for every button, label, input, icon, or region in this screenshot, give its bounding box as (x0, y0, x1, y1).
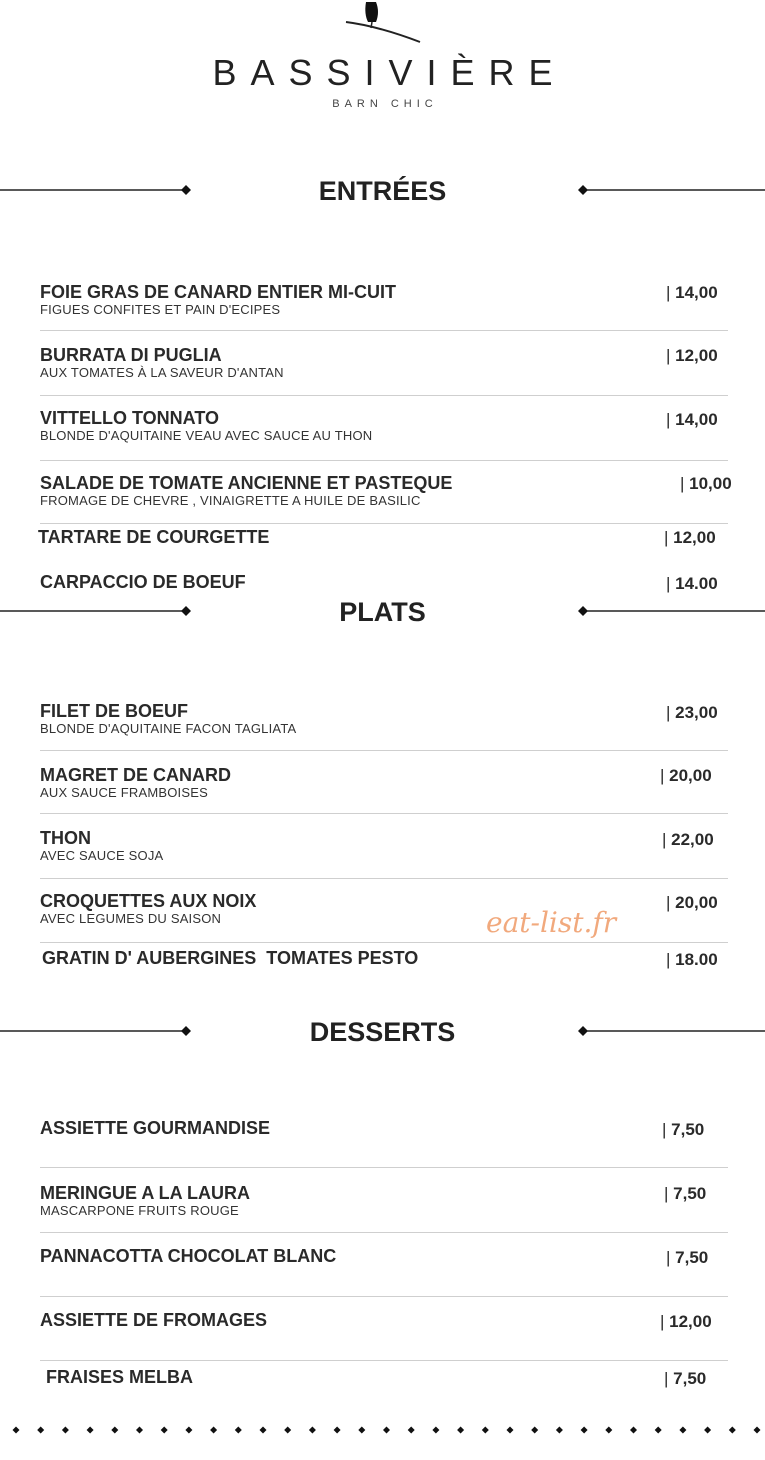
divider (40, 1167, 728, 1168)
item-price: | 7,50 (664, 1369, 706, 1389)
section-title: ENTRÉES (318, 176, 447, 206)
divider-right-icon (575, 1023, 765, 1039)
footer-diamond (754, 1427, 761, 1434)
item-price: | 14,00 (666, 283, 718, 303)
footer-diamond (161, 1427, 168, 1434)
item-name: CROQUETTES AUX NOIX (40, 891, 257, 911)
item-price: | 12,00 (666, 346, 718, 366)
item-name: FRAISES MELBA (46, 1367, 194, 1387)
footer-diamond (358, 1427, 365, 1434)
footer-diamond (729, 1427, 736, 1434)
footer-diamond (235, 1427, 242, 1434)
item-desc: AUX SAUCE FRAMBOISES (40, 785, 208, 800)
footer-diamond (334, 1427, 341, 1434)
item-name: GRATIN D' AUBERGINES TOMATES PESTO (42, 948, 419, 968)
footer-diamond (284, 1427, 291, 1434)
divider (40, 750, 728, 751)
footer-diamond (111, 1427, 118, 1434)
footer-diamond (87, 1427, 94, 1434)
item-price: | 7,50 (666, 1248, 708, 1268)
footer-diamond (482, 1427, 489, 1434)
section-header-entrees (0, 170, 765, 210)
brand-name: BASSIVIÈRE (212, 52, 567, 93)
menu-item (40, 701, 730, 736)
item-name: MAGRET DE CANARD (40, 765, 231, 785)
footer-diamond (432, 1427, 439, 1434)
divider (40, 330, 728, 331)
menu-item (40, 1118, 730, 1138)
footer-diamond (655, 1427, 662, 1434)
brand-tagline: BARN CHIC (332, 98, 438, 110)
item-name: BURRATA DI PUGLIA (40, 345, 222, 365)
logo (0, 0, 765, 120)
item-price: | 22,00 (662, 830, 714, 850)
footer-diamond (383, 1427, 390, 1434)
menu-item (46, 1367, 736, 1387)
item-desc: FIGUES CONFITES ET PAIN D'ECIPES (40, 302, 281, 317)
item-price: | 7,50 (664, 1184, 706, 1204)
divider-right-icon (575, 603, 765, 619)
menu-item (40, 828, 730, 863)
footer-diamond (260, 1427, 267, 1434)
item-desc: AUX TOMATES À LA SAVEUR D'ANTAN (40, 365, 284, 380)
dotted-diamond-border-icon (0, 1422, 765, 1438)
item-price: | 12,00 (664, 528, 716, 548)
divider (40, 942, 728, 943)
divider (40, 395, 728, 396)
menu-item (40, 282, 730, 317)
footer-diamond (185, 1427, 192, 1434)
menu-item (40, 473, 730, 508)
menu-item (42, 948, 732, 968)
item-price: | 10,00 (680, 474, 732, 494)
divider-right-icon (575, 182, 765, 198)
item-name: ASSIETTE GOURMANDISE (40, 1118, 271, 1138)
footer-diamond (62, 1427, 69, 1434)
divider (40, 460, 728, 461)
menu-item (40, 572, 730, 592)
menu-item (40, 765, 730, 800)
item-name: THON (40, 828, 91, 848)
footer-diamond (581, 1427, 588, 1434)
footer-diamond (556, 1427, 563, 1434)
menu-item (38, 527, 728, 547)
footer-diamond (457, 1427, 464, 1434)
bird-on-branch-icon (328, 0, 428, 46)
section-header-desserts (0, 1011, 765, 1051)
footer-diamond (630, 1427, 637, 1434)
footer-diamond (679, 1427, 686, 1434)
section-title: PLATS (339, 597, 426, 627)
item-price: | 12,00 (660, 1312, 712, 1332)
item-price: | 14.00 (666, 574, 718, 594)
divider (40, 878, 728, 879)
footer-diamond (531, 1427, 538, 1434)
footer-diamond (13, 1427, 20, 1434)
footer-diamond (210, 1427, 217, 1434)
item-name: VITTELLO TONNATO (40, 408, 219, 428)
item-name: ASSIETTE DE FROMAGES (40, 1310, 268, 1330)
divider (40, 1296, 728, 1297)
menu-item (40, 1310, 730, 1330)
section-title: DESSERTS (309, 1017, 456, 1047)
divider (40, 523, 728, 524)
item-price: | 20,00 (660, 766, 712, 786)
section-header-plats (0, 591, 765, 631)
menu-item (40, 891, 730, 926)
item-desc: FROMAGE DE CHEVRE , VINAIGRETTE A HUILE DE BASILIC (40, 493, 421, 508)
item-desc: MASCARPONE FRUITS ROUGE (40, 1203, 239, 1218)
footer-diamond (507, 1427, 514, 1434)
item-desc: BLONDE D'AQUITAINE FACON TAGLIATA (40, 721, 297, 736)
item-price: | 18.00 (666, 950, 718, 970)
footer-diamond (704, 1427, 711, 1434)
footer-diamond (605, 1427, 612, 1434)
divider (40, 1360, 728, 1361)
item-name: FILET DE BOEUF (40, 701, 188, 721)
watermark: eat-list.fr (486, 906, 617, 939)
divider (40, 813, 728, 814)
item-name: PANNACOTTA CHOCOLAT BLANC (40, 1246, 337, 1266)
item-desc: BLONDE D'AQUITAINE VEAU AVEC SAUCE AU THON (40, 428, 373, 443)
item-name: CARPACCIO DE BOEUF (40, 572, 246, 592)
item-price: | 20,00 (666, 893, 718, 913)
menu-item (40, 1183, 730, 1218)
item-price: | 23,00 (666, 703, 718, 723)
footer-diamond (136, 1427, 143, 1434)
menu-item (40, 408, 730, 443)
item-price: | 14,00 (666, 410, 718, 430)
item-name: SALADE DE TOMATE ANCIENNE ET PASTEQUE (40, 473, 453, 493)
divider (40, 1232, 728, 1233)
footer-diamond (309, 1427, 316, 1434)
item-price: | 7,50 (662, 1120, 704, 1140)
footer-diamond (37, 1427, 44, 1434)
item-name: MERINGUE A LA LAURA (40, 1183, 250, 1203)
item-desc: AVEC LEGUMES DU SAISON (40, 911, 222, 926)
footer-diamond (408, 1427, 415, 1434)
item-name: TARTARE DE COURGETTE (38, 527, 270, 547)
menu-item (40, 345, 730, 380)
item-desc: AVEC SAUCE SOJA (40, 848, 164, 863)
item-name: FOIE GRAS DE CANARD ENTIER MI-CUIT (40, 282, 397, 302)
menu-item (40, 1246, 730, 1266)
